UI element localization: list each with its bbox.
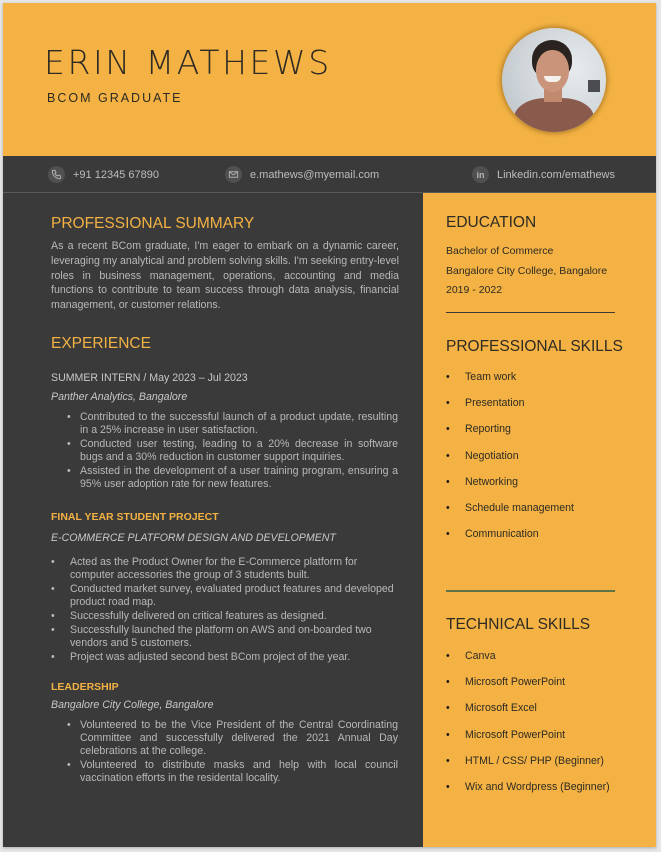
contact-bar [3, 156, 656, 193]
project-bullets [70, 556, 400, 665]
technical-skills-list [446, 650, 610, 807]
leadership-org: Bangalore City College, Bangalore [51, 699, 214, 711]
skill-item: • Microsoft PowerPoint [446, 676, 610, 702]
photo-shirt [514, 98, 594, 132]
skill-item: • Microsoft Excel [446, 702, 610, 728]
experience-heading: EXPERIENCE [51, 335, 151, 352]
project-bullet: • Successfully launched the platform on AWS and on-boarded two vendors and 5 customers. [70, 624, 400, 650]
education-years: 2019 - 2022 [446, 284, 503, 296]
leadership-bullets [80, 719, 398, 786]
divider [446, 590, 615, 592]
divider [446, 312, 615, 313]
candidate-name: ERIN MATHEWS [44, 43, 332, 82]
summary-text: As a recent BCom graduate, I'm eager to embark on a dynamic career, leveraging my analytical and problem solving skills. I'm seeking entry-level roles in business management, operations, accounting and media functions to contribute to team success through data analysis, financial management, or customer relations. [51, 240, 399, 312]
resume-page [3, 3, 656, 847]
job-bullet: • Conducted user testing, leading to a 20% decrease in software bugs and a 30% reduction in customer support inquiries. [80, 438, 398, 464]
project-bullet: • Successfully delivered on critical features as designed. [70, 610, 400, 623]
contact-email[interactable] [225, 166, 379, 183]
linkedin-icon: in [472, 166, 489, 183]
sidebar-column [423, 193, 656, 847]
main-column [3, 194, 423, 847]
contact-linkedin[interactable] [472, 166, 615, 183]
candidate-title: BCOM GRADUATE [47, 91, 183, 105]
header [3, 3, 656, 156]
skill-item: • Networking [446, 476, 574, 502]
education-heading: EDUCATION [446, 214, 537, 231]
skill-item: • Negotiation [446, 450, 574, 476]
education-degree: Bachelor of Commerce [446, 245, 554, 257]
skill-item: • Canva [446, 650, 610, 676]
skill-item: • HTML / CSS/ PHP (Beginner) [446, 755, 610, 781]
skill-item: • Schedule management [446, 502, 574, 528]
skill-item: • Wix and Wordpress (Beginner) [446, 781, 610, 807]
job-bullet: • Contributed to the successful launch of a product update, resulting in a 25% increase in user satisfaction. [80, 411, 398, 437]
summary-heading: PROFESSIONAL SUMMARY [51, 215, 255, 232]
phone-icon [48, 166, 65, 183]
skill-item: • Communication [446, 528, 574, 554]
project-bullet: • Conducted market survey, evaluated product features and developed product road map. [70, 583, 400, 609]
job-bullets [80, 411, 398, 492]
project-heading: FINAL YEAR STUDENT PROJECT [51, 511, 219, 523]
contact-phone [48, 166, 159, 183]
education-school: Bangalore City College, Bangalore [446, 265, 608, 277]
skill-item: • Reporting [446, 423, 574, 449]
background-frame [588, 80, 600, 92]
job-company: Panther Analytics, Bangalore [51, 391, 188, 403]
photo-face [536, 50, 569, 92]
leadership-bullet: • Volunteered to be the Vice President of the Central Coordinating Committee and successfully delivered the 2021 Annual Day celebrations at the college. [80, 719, 398, 758]
professional-skills-list [446, 371, 574, 554]
mail-icon [225, 166, 242, 183]
skill-item: • Microsoft PowerPoint [446, 729, 610, 755]
project-title: E-COMMERCE PLATFORM DESIGN AND DEVELOPMENT [51, 532, 336, 544]
project-bullet: • Acted as the Product Owner for the E-Commerce platform for computer accessories the group of 3 students built. [70, 556, 400, 582]
technical-skills-heading: TECHNICAL SKILLS [446, 616, 591, 633]
professional-skills-heading: PROFESSIONAL SKILLS [446, 338, 623, 355]
linkedin-url[interactable]: Linkedin.com/emathews [497, 168, 616, 181]
profile-photo [502, 28, 606, 132]
skill-item: • Team work [446, 371, 574, 397]
skill-item: • Presentation [446, 397, 574, 423]
phone-number: +91 12345 67890 [73, 168, 159, 181]
leadership-bullet: • Volunteered to distribute masks and help with local council vaccination efforts in the residental locality. [80, 759, 398, 785]
project-bullet: • Project was adjusted second best BCom project of the year. [70, 651, 400, 664]
job-bullet: • Assisted in the development of a user training program, ensuring a 95% user adoption rate for new features. [80, 465, 398, 491]
leadership-heading: LEADERSHIP [51, 681, 119, 693]
email-address[interactable]: e.mathews@myemail.com [250, 168, 380, 181]
job-role: SUMMER INTERN / May 2023 – Jul 2023 [51, 372, 248, 384]
